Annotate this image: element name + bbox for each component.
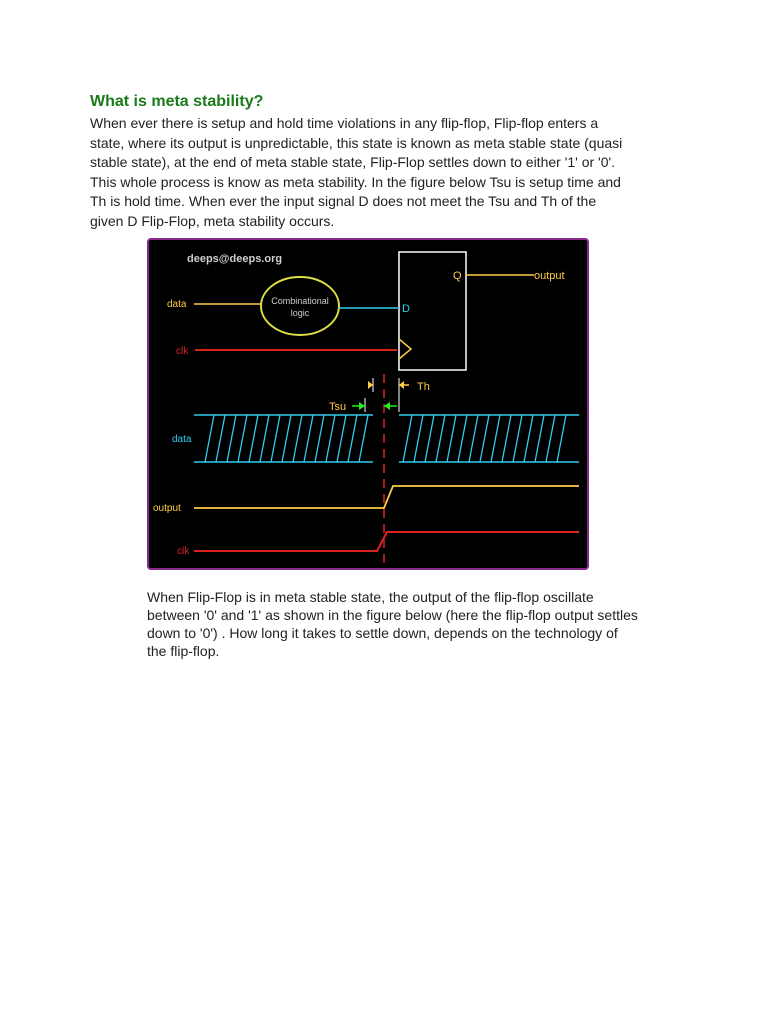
wave-clk-label: clk: [177, 546, 190, 557]
logic-label-top: Combinational: [271, 296, 329, 306]
intro-paragraph: [90, 114, 680, 232]
ff-d-label: D: [402, 303, 410, 315]
paragraph-line: the flip-flop.: [147, 643, 220, 659]
wave-data-label: data: [172, 434, 192, 445]
page-heading: What is meta stability?: [90, 93, 264, 110]
tsu-label: Tsu: [329, 401, 347, 413]
metastable-paragraph: [147, 588, 687, 660]
paragraph-line: stable state), at the end of meta stable state, Flip-Flop settles down to either '1' or '0'.: [90, 154, 616, 171]
metastability-figure: [147, 238, 589, 570]
wave-output-label: output: [153, 503, 181, 514]
paragraph-line: When Flip-Flop is in meta stable state, the output of the flip-flop oscillate: [147, 589, 594, 605]
th-label: Th: [417, 381, 430, 393]
output-label: output: [534, 270, 565, 282]
figure-watermark: deeps@deeps.org: [187, 253, 283, 265]
paragraph-line: When ever there is setup and hold time violations in any flip-flop, Flip-flop enters a: [90, 115, 599, 131]
input-clk-label: clk: [176, 346, 189, 357]
paragraph-line: down to '0') . How long it takes to settle down, depends on the technology of: [147, 625, 618, 641]
ff-q-label: Q: [453, 270, 462, 282]
paragraph-line: between '0' and '1' as shown in the figure below (here the flip-flop output settles: [147, 607, 638, 623]
input-data-label: data: [167, 299, 187, 310]
paragraph-line: Th is hold time. When ever the input signal D does not meet the Tsu and Th of the: [90, 193, 597, 210]
logic-label-bottom: logic: [290, 308, 310, 318]
timing-diagram: [147, 238, 589, 570]
paragraph-line: state, where its output is unpredictable, this state is known as meta stable state (quasi: [90, 134, 623, 151]
figure-frame: [148, 239, 588, 569]
paragraph-line: given D Flip-Flop, meta stability occurs.: [90, 212, 335, 229]
paragraph-line: This whole process is know as meta stability. In the figure below Tsu is setup time and: [90, 173, 621, 190]
